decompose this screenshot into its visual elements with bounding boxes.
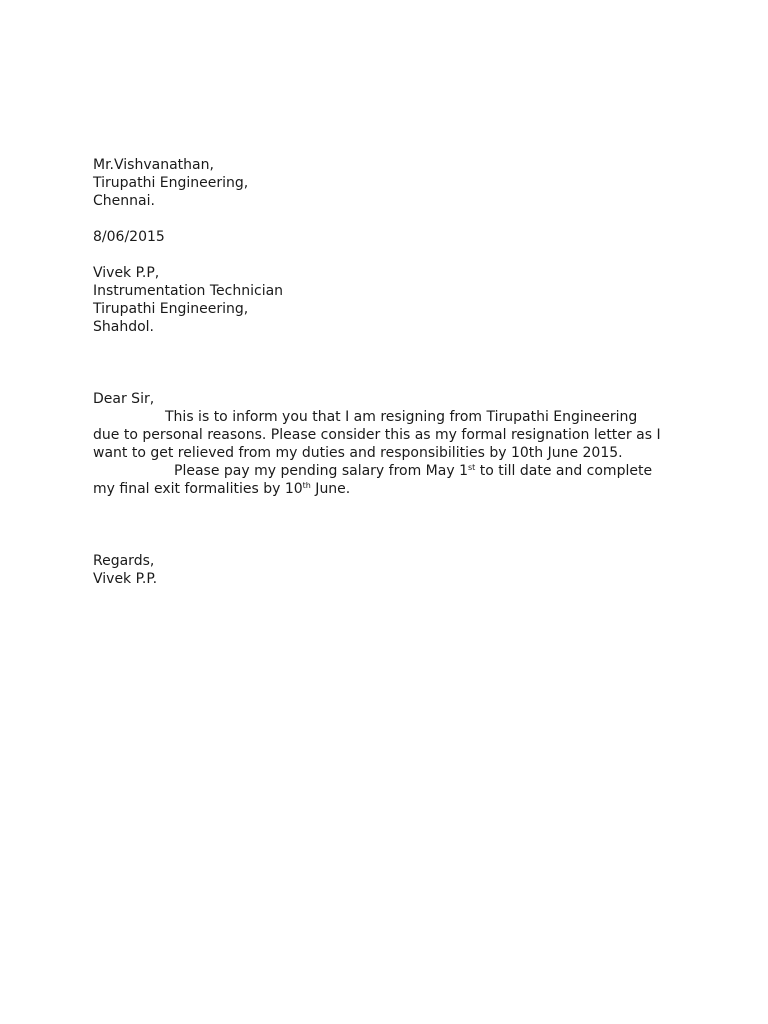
ordinal-suffix: th — [302, 481, 311, 490]
sender-name: Vivek P.P, — [93, 265, 160, 281]
closing-regards: Regards, — [93, 553, 155, 569]
paragraph-1 — [93, 408, 693, 462]
sender-company: Tirupathi Engineering, — [93, 301, 249, 317]
recipient-name: Mr.Vishvanathan, — [93, 157, 214, 173]
paragraph-2 — [93, 462, 693, 498]
paragraph-1-line-3: want to get relieved from my duties and responsibilities by 10th June 2015. — [93, 445, 623, 461]
sender-title: Instrumentation Technician — [93, 283, 284, 299]
paragraph-2-line-1 — [93, 462, 693, 480]
salutation: Dear Sir, — [93, 391, 155, 407]
paragraph-2-line-1-text: Please pay my pending salary from May 1 — [174, 463, 468, 479]
recipient-city: Chennai. — [93, 193, 155, 209]
spacer — [93, 336, 693, 372]
spacer — [93, 498, 693, 534]
signature-name: Vivek P.P. — [93, 571, 158, 587]
spacer — [93, 372, 693, 390]
spacer — [93, 246, 693, 264]
paragraph-1-line-2: due to personal reasons. Please consider this as my formal resignation letter as I — [93, 427, 661, 443]
paragraph-2-line-2-text: my final exit formalities by 10 — [93, 481, 303, 497]
ordinal-suffix: st — [467, 463, 476, 472]
letter-date: 8/06/2015 — [93, 229, 165, 245]
sender-address — [93, 264, 693, 336]
recipient-address — [93, 156, 693, 210]
recipient-company: Tirupathi Engineering, — [93, 175, 249, 191]
paragraph-2-line-1-rest: to till date and complete — [475, 463, 653, 479]
sender-city: Shahdol. — [93, 319, 155, 335]
paragraph-2-line-2-rest: June. — [310, 481, 351, 497]
paragraph-2-line-2 — [93, 480, 693, 498]
spacer — [93, 534, 693, 552]
closing-block — [93, 552, 693, 588]
paragraph-1-line-1: This is to inform you that I am resigning from Tirupathi Engineering — [165, 409, 638, 425]
letter-body — [93, 156, 693, 588]
spacer — [93, 210, 693, 228]
